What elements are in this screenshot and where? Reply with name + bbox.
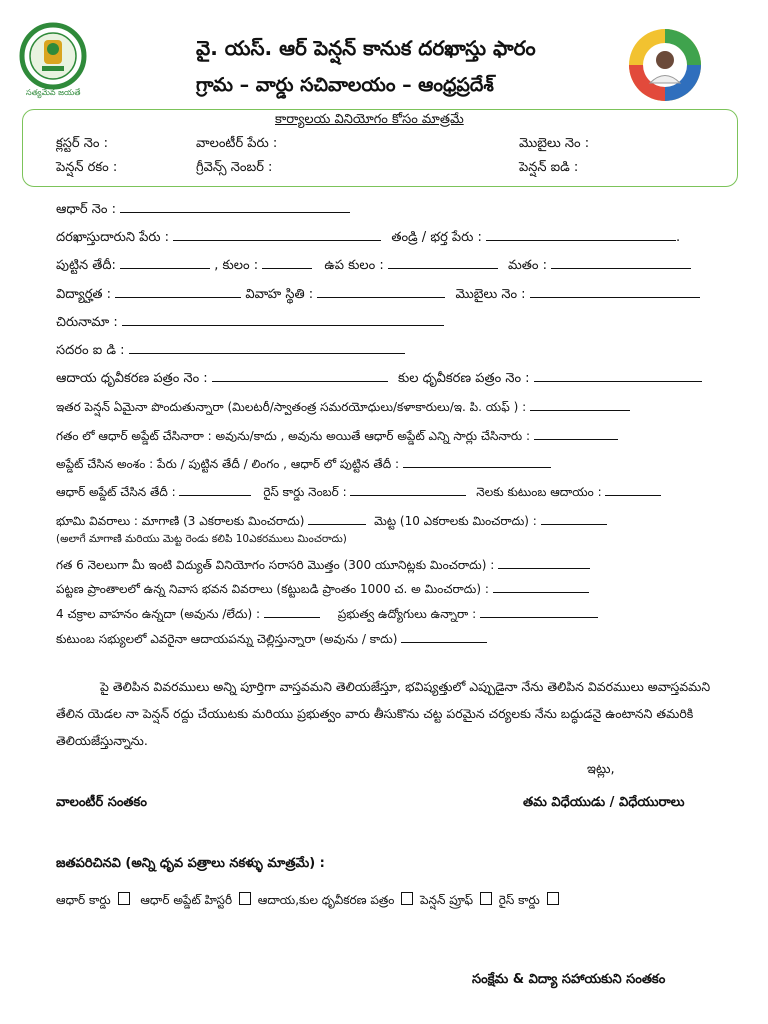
office-use-heading: కార్యాలయ వినియోగం కోసం మాత్రమే	[275, 112, 464, 127]
attachment-rice-card-label: రైస్ కార్డు	[498, 893, 540, 907]
income-cert-field[interactable]	[212, 369, 388, 382]
urban-property-row	[56, 580, 589, 599]
aadhaar-row	[56, 200, 350, 220]
attachment-income-caste-label: ఆదాయ,కుల ధృవీకరణ పత్రం	[257, 893, 395, 907]
marital-status-field[interactable]	[317, 285, 445, 298]
grievance-number-label: గ్రీవెన్స్ నెంబర్ :	[196, 160, 273, 175]
vehicle-row	[56, 605, 598, 624]
caste-cert-field[interactable]	[534, 369, 702, 382]
electricity-row	[56, 556, 590, 575]
income-tax-field[interactable]	[401, 630, 487, 643]
attachment-income-caste-checkbox[interactable]	[401, 892, 413, 905]
attachment-aadhaar-history-label: ఆధార్ అప్డేట్ హిస్టరీ	[140, 893, 233, 907]
applicant-signature-label: తమ విధేయుడు / విధేయురాలు	[523, 795, 685, 810]
mobile-label: మొబైలు నెం :	[455, 287, 526, 302]
caste-field[interactable]	[262, 256, 312, 269]
household-id-label: సదరం ఐ డి :	[56, 343, 125, 358]
form-title: వై. యస్. ఆర్ పెన్షన్ కానుక దరఖాస్తు ఫారం	[196, 36, 536, 60]
volunteer-signature-label: వాలంటీర్ సంతకం	[56, 795, 147, 810]
yours-faithfully: ఇట్లు,	[587, 762, 615, 777]
urban-property-label: పట్టణ ప్రాంతాలలో ఉన్న నివాస భవన వివరాలు (కట్టుబడి ప్రాంతం 1000 చ. అ మించరాదు) :	[56, 582, 489, 596]
name-row: దరఖాస్తుదారుని పేరు : తండ్రి / భర్త పేరు : .	[56, 230, 681, 245]
other-pension-row	[56, 398, 630, 417]
dob-label: పుట్టిన తేదీ:	[56, 258, 116, 273]
land-dry-label: మెట్ట (10 ఎకరాలకు మించరాదు) :	[374, 514, 537, 528]
cluster-label: క్లస్టర్ నెం :	[56, 136, 108, 151]
electricity-field[interactable]	[498, 556, 590, 569]
education-label: విద్యార్హత :	[56, 287, 112, 302]
income-tax-row	[56, 630, 487, 649]
officer-signature-label: సంక్షేమ & విద్యా సహాయకుని సంతకం	[472, 972, 666, 987]
address-label: చిరునామా :	[56, 315, 118, 330]
updated-item-label: అప్డేట్ చేసిన అంశం : పేరు / పుట్టిన తేదీ / లింగం , ఆధార్ లో పుట్టిన తేదీ :	[56, 457, 400, 471]
pension-id-label: పెన్షన్ ఐడి :	[519, 160, 579, 175]
aadhaar-update-row	[56, 427, 618, 446]
rice-card-label: రైస్ కార్డు నెంబర్ :	[263, 485, 347, 499]
attachment-aadhaar-history-checkbox[interactable]	[239, 892, 251, 905]
marital-status-label: వివాహ స్థితి :	[245, 287, 314, 302]
education-row	[56, 285, 700, 305]
govt-employee-label: ప్రభుత్వ ఉద్యోగులు ఉన్నారా :	[337, 607, 477, 621]
update-date-row	[56, 483, 661, 502]
income-cert-label: ఆదాయ ధృవీకరణ పత్రం నెం :	[56, 371, 208, 386]
pension-type-label: పెన్షన్ రకం :	[56, 160, 118, 175]
caste-label: , కులం :	[214, 258, 259, 273]
attachments-list	[56, 892, 562, 910]
aadhaar-label: ఆధార్ నెం :	[56, 202, 116, 217]
household-id-row	[56, 341, 405, 361]
father-name-field[interactable]	[486, 228, 676, 241]
aadhaar-update-field[interactable]	[534, 427, 618, 440]
monthly-income-label: నెలకు కుటుంబ ఆదాయం :	[476, 485, 602, 499]
address-field[interactable]	[122, 313, 444, 326]
office-mobile-label: మొబైలు నెం :	[519, 136, 590, 151]
applicant-name-field[interactable]	[173, 228, 381, 241]
education-field[interactable]	[115, 285, 241, 298]
land-dry-field[interactable]	[541, 512, 607, 525]
address-row	[56, 313, 444, 333]
rice-card-field[interactable]	[350, 483, 466, 496]
applicant-name-label: దరఖాస్తుదారుని పేరు :	[56, 230, 170, 245]
attachment-pension-proof-checkbox[interactable]	[480, 892, 492, 905]
attachment-pension-proof-label: పెన్షన్ ప్రూఫ్	[420, 893, 474, 907]
aadhaar-field[interactable]	[120, 200, 350, 213]
father-name-label: తండ్రి / భర్త పేరు :	[391, 230, 482, 245]
other-pension-field[interactable]	[530, 398, 630, 411]
religion-field[interactable]	[551, 256, 691, 269]
sub-caste-label: ఉప కులం :	[324, 258, 384, 273]
urban-property-field[interactable]	[493, 580, 589, 593]
aadhaar-update-label: గతం లో ఆధార్ అప్డేట్ చేసినారా : అవును/కాదు , అవును అయితే ఆధార్ అప్డేట్ ఎన్ని సార్లు చేసినారు :	[56, 429, 530, 443]
land-wet-label: భూమి వివరాలు : మాగాణి (3 ఎకరాలకు మించరాదు)	[56, 514, 305, 528]
volunteer-name-label: వాలంటీర్ పేరు :	[196, 136, 278, 151]
certificates-row	[56, 369, 702, 389]
four-wheeler-field[interactable]	[264, 605, 320, 618]
update-date-label: ఆధార్ అప్డేట్ చేసిన తేదీ :	[56, 485, 176, 499]
emblem-caption: సత్యమేవ జయతే	[26, 88, 81, 97]
sub-caste-field[interactable]	[388, 256, 498, 269]
govt-employee-field[interactable]	[480, 605, 598, 618]
aadhaar-dob-field[interactable]	[403, 455, 551, 468]
scheme-photo-logo	[626, 28, 704, 102]
land-note: (అలాగే మాగాణి మరియు మెట్ట రెండు కలిపి 10ఎకరములు మించరాదు)	[56, 533, 347, 545]
household-id-field[interactable]	[129, 341, 405, 354]
attachment-aadhaar-label: ఆధార్ కార్డు	[56, 893, 111, 907]
form-subtitle: గ్రామ – వార్డు సచివాలయం – ఆంధ్రప్రదేశ్	[196, 74, 494, 96]
dob-row	[56, 256, 691, 276]
four-wheeler-label: 4 చక్రాల వాహనం ఉన్నదా (అవును /లేదు) :	[56, 607, 261, 621]
land-wet-field[interactable]	[308, 512, 366, 525]
declaration-text: పై తెలిపిన వివరములు అన్ని పూర్తిగా వాస్తవమని తెలియజేస్తూ, భవిష్యత్తులో ఎప్పుడైనా నేను తెలిపిన వివరములు అవాస్తవమని తేలిన యెడల నా పెన్షన్ రద్దు చేయుటకు మరియు ప్రభుత్వం వారు తీసుకొను చట్ట పరమైన చర్యలకు నేను బద్ధుడనై ఉంటానని తమరికి తెలియజేస్తున్నాను.	[56, 679, 711, 748]
religion-label: మతం :	[508, 258, 548, 273]
electricity-label: గత 6 నెలలుగా మీ ఇంటి విద్యుత్ వినియోగం సరాసరి మొత్తం (300 యూనిట్లకు మించరాదు) :	[56, 558, 495, 572]
monthly-income-field[interactable]	[605, 483, 661, 496]
other-pension-label: ఇతర పెన్షన్ ఏమైనా పొందుతున్నారా (మిలటరీ/స్వాతంత్ర సమరయోధులు/కళాకారులు/ఇ. పి. యఫ్ ) :	[56, 400, 527, 414]
attachment-rice-card-checkbox[interactable]	[547, 892, 559, 905]
updated-item-row	[56, 455, 551, 474]
income-tax-label: కుటుంబ సభ్యులలో ఎవరైనా ఆదాయపన్ను చెల్లిస్తున్నారా (అవును / కాదు)	[56, 632, 398, 646]
update-date-field[interactable]	[179, 483, 251, 496]
caste-cert-label: కుల ధృవీకరణ పత్రం నెం :	[397, 371, 530, 386]
attachment-aadhaar-checkbox[interactable]	[118, 892, 130, 905]
mobile-field[interactable]	[530, 285, 700, 298]
land-row	[56, 512, 607, 531]
dob-field[interactable]	[120, 256, 210, 269]
ap-emblem-logo	[16, 22, 90, 100]
attachments-heading: జతపరిచినవి (అన్ని ధృవ పత్రాలు నకళ్ళు మాత్రమే) :	[56, 856, 325, 871]
